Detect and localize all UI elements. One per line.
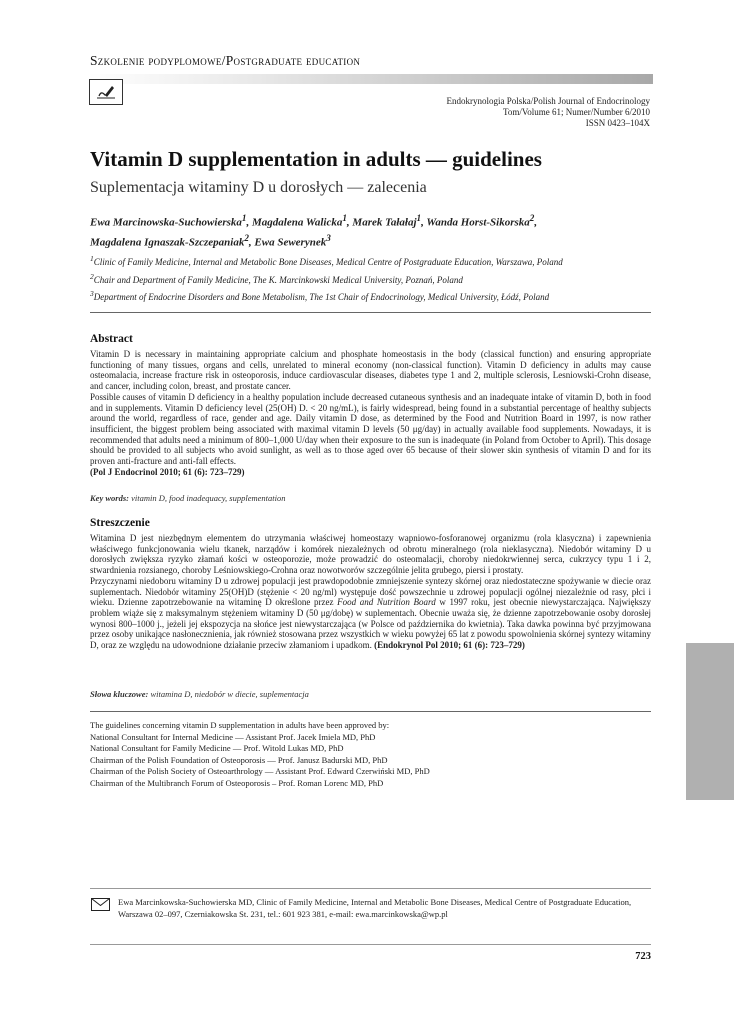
journal-info xyxy=(447,96,650,130)
approval-line: Chairman of the Polish Foundation of Osteoporosis — Prof. Janusz Badurski MD, PhD xyxy=(90,754,388,765)
author-list: Ewa Marcinowska-Suchowierska$^1$, Magdalena Walicka$^1$, Marek Tałałaj$^1$, Wanda Horst-Sikorska$^2$, Magdalena Ignaszak-Szczepaniak$^2$, Ewa Sewerynek$^3$ xyxy=(90,213,538,249)
streszczenie-citation: (Endokrynol Pol 2010; 61 (6): 723–729) xyxy=(374,640,525,651)
approval-line: Chairman of the Multibranch Forum of Osteoporosis – Prof. Roman Lorenc MD, PhD xyxy=(90,777,384,788)
affiliation: $^3$Department of Endocrine Disorders and Bone Metabolism, The 1st Chair of Endocrinology, Medical University, Łódź, Poland xyxy=(90,289,550,302)
author: Marek Tałałaj xyxy=(352,216,417,229)
abstract-keywords: Key words: vitamin D, food inadequacy, supplementation xyxy=(90,493,286,503)
journal-name: Endokrynologia Polska/Polish Journal of Endocrinology xyxy=(446,96,650,106)
pen-writing-icon xyxy=(89,79,123,105)
approval-line: National Consultant for Family Medicine — Prof. Witold Lukas MD, PhD xyxy=(90,743,344,754)
author: Wanda Horst-Sikorska xyxy=(426,216,530,229)
streszczenie-body xyxy=(90,533,651,651)
abstract-paragraph: Vitamin D is necessary in maintaining appropriate calcium and phosphate homeostasis in the body (classical function) and ensuring appropriate functioning of many tissues, organs and cells, unrelated to mineral economy (non-classical function). Vitamin D deficiency in adults may cause osteomalacia, increase fracture risk in osteoporosis, induce cardiovascular diseases, diabetes type 1 and 2, multiple sclerosis, Lesniowski-Crohn disease, and cancer, including colon, breast, and prostate cancer. xyxy=(90,349,651,392)
author: Magdalena Walicka xyxy=(251,216,343,229)
approval-intro: The guidelines concerning vitamin D supplementation in adults have been approved by: xyxy=(90,720,390,730)
abstract-heading: Abstract xyxy=(90,333,133,345)
header-bar xyxy=(88,74,653,84)
author: Ewa Marcinowska-Suchowierska xyxy=(90,216,242,229)
author: Magdalena Ignaszak-Szczepaniak xyxy=(90,236,245,249)
approval-line: Chairman of the Polish Society of Osteoarthrology — Assistant Prof. Edward Czerwiński MD, PhD xyxy=(90,766,430,777)
journal-volume: Tom/Volume 61; Numer/Number 6/2010 xyxy=(503,107,650,118)
abstract-citation: (Pol J Endocrinol 2010; 61 (6): 723–729) xyxy=(90,466,245,477)
divider xyxy=(90,888,651,889)
page-number: 723 xyxy=(635,951,651,962)
divider xyxy=(90,711,651,712)
affiliation: $^2$Chair and Department of Family Medicine, The K. Marcinkowski Medical University, Poznań, Poland xyxy=(90,271,463,285)
correspondence-address: Ewa Marcinkowska-Suchowierska MD, Clinic of Family Medicine, Internal and Metabolic Bone Diseases, Medical Centre of Postgraduate Education, Warszawa 02–097, Czerniakowska St. 231, tel.: 601 923 381, e-mail: ewa.marcinkowska@wp.pl xyxy=(118,897,632,919)
article-subtitle: Suplementacja witaminy D u dorosłych — zalecenia xyxy=(90,179,427,196)
approval-line: National Consultant for Internal Medicine — Assistant Prof. Jacek Imiela MD, PhD xyxy=(90,731,376,742)
journal-issn: ISSN 0423–104X xyxy=(585,118,650,129)
divider xyxy=(90,312,651,313)
side-tab xyxy=(686,643,734,800)
divider xyxy=(90,944,651,945)
article-title: Vitamin D supplementation in adults — guidelines xyxy=(90,147,542,171)
affiliation-list xyxy=(90,252,650,305)
section-title: Szkolenie podyplomowe/Postgraduate education xyxy=(90,53,361,68)
affiliation: $^1$Clinic of Family Medicine, Internal and Metabolic Bone Diseases, Medical Centre of Postgraduate Education, Warszawa, Poland xyxy=(90,254,563,267)
streszczenie-paragraph: Przyczynami niedoboru witaminy D u zdrowej populacji jest prawdopodobnie zmniejszenie syntezy skórnej oraz niedostateczne spożywanie w diecie oraz suplementach. Niedobór witaminy 25(OH)D (stężenie < 20 ng/ml) występuje dość powszechnie u zdrowej populacji ogólnej niezależnie od rasy, płci i wieku. Dzienne zapotrzebowanie na witaminę D określone przez Food and Nutrition Board w 1997 roku, jest obecnie niewystarczająca. Największy problem wiąże się z maksymalnym stężeniem witaminy D (50 μg/dobę) w suplementach. Obecnie uważa się, że dzienne zapotrzebowanie osoby dorosłej wynosi 800–1000 j., jeżeli jej ekspozycja na słońce jest niewystarczająca (w Polsce od października do kwietnia). Taka dawka powinna być przyjmowana przez osoby unikające nasłonecznienia, jak również stosowana przez wszystkich w wieku powyżej 65 lat z powodu spowolnienia skórnej syntezy witaminy D, oraz ze względu na udowodnione działanie przeciw złamaniom i upadkom. (Endokrynol Pol 2010; 61 (6): 723–729) xyxy=(90,575,651,651)
envelope-icon xyxy=(91,898,110,911)
streszczenie-paragraph: Witamina D jest niezbędnym elementem do utrzymania właściwej homeostazy wapniowo-fosforanowej organizmu (rola klasyczna) i zapewnienia właściwego funkcjonowania wielu tkanek, narządów i komórek niezależnych od obrotu mineralnego (rola nieklasyczna). Niedobór witaminy D u dorosłych zwiększa ryzyko złamań kości w osteoporozie, może prowadzić do osteomalacji, choroby niedokrwiennej serca, cukrzycy typu 1 i 2, stwardnienia rozsianego, choroby Leśniowskiego-Crohna oraz nowotworów szczególnie jelita grubego, piersi i prostaty. xyxy=(90,533,651,576)
approval-list xyxy=(90,720,430,790)
streszczenie-heading: Streszczenie xyxy=(90,517,150,529)
streszczenie-keywords: Słowa kluczowe: witamina D, niedobór w diecie, suplementacja xyxy=(90,689,309,699)
abstract-body xyxy=(90,349,651,477)
author: Ewa Sewerynek xyxy=(254,236,327,249)
abstract-paragraph: Possible causes of vitamin D deficiency in a healthy population include decreased cutaneous synthesis and an inadequate intake of vitamin D, both in food and in supplements. Vitamin D deficiency level (25(OH) D. < 20 ng/mL), is fairly widespread, being found in a substantial percentage of healthy subjects around the world, regardless of race, gender and age. Daily vitamin D dose, as determined by the Food and Nutrition Board in 1997, is now rather insufficient, the biggest problem being associated with maximal vitamin D levels (50 μg/day) in actually available food supplements. Nowadays, it is recommended that adults need a minimum of 800–1,000 U/day when their exposure to the sun is inadequate (in Poland from October to April). This dosage should be provided to all subjects who avoid sunlight, as well as to those aged over 65 because of their slower skin synthesis of vitamin D and for its proven anti-fracture and anti-fall effects. xyxy=(90,391,651,467)
